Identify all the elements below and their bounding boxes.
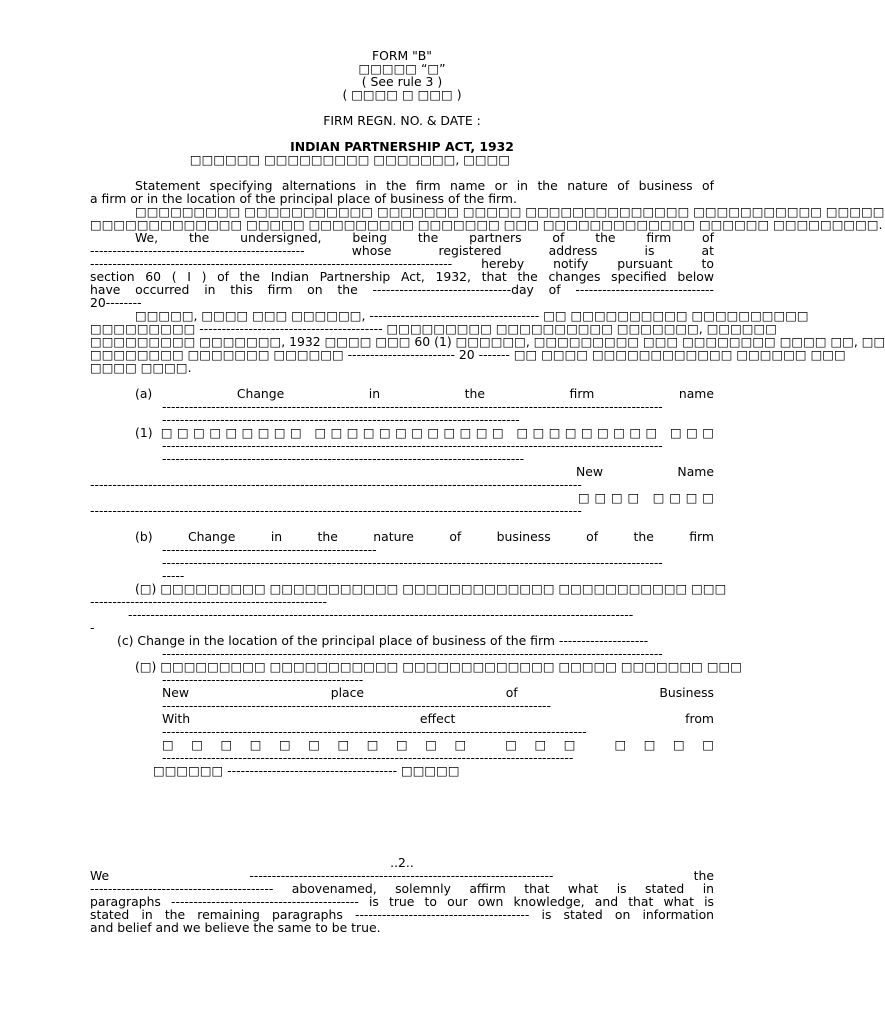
statement-native-line-2: □□□□□□□□□□□□□ □□□□□ □□□□□□□□□ □□□□□□□ □□□ □□□□□□□□□□□□□ □□□□□□ □□□□□□□□□. xyxy=(90,217,883,232)
with-effect-native-date: □□□□□□ -------------------------------------- □□□□□ xyxy=(153,763,460,778)
declaration-native-line-3: □□□□□□□□□ □□□□□□□, 1932 □□□□ □□□ 60 (1) □□□□□□, □□□□□□□□□ □□□ □□□□□□□□ □□□□ □□, □□ xyxy=(90,334,885,349)
affirmation-line-3: paragraphs ------------------------------------------ is true to our own knowledge, and that what is xyxy=(90,894,714,909)
item-a-label: (a) Change in the firm name xyxy=(135,386,714,401)
item-b-native-blank-1: ----------------------------------------------------- xyxy=(90,594,327,609)
with-effect-label: With effect from xyxy=(162,711,714,726)
new-place-blank: --------------------------------------------------------------------------------------- xyxy=(162,698,551,713)
page-number: ..2.. xyxy=(390,855,414,870)
affirmation-line-5: and belief and we believe the same to be true. xyxy=(90,920,381,935)
declaration-native-line-4: □□□□□□□□ □□□□□□□ □□□□□□ ------------------------ 20 ------- □□ □□□□ □□□□□□□□□□□□ □□□□□□ □□□ xyxy=(90,347,846,362)
form-title: FORM "B" xyxy=(371,48,433,63)
new-name-label: New Name xyxy=(576,464,714,479)
item-a-blank-1: ---------------------------------------------------------------------------------------------------------------- xyxy=(162,399,663,414)
with-effect-native-label: □□□□□□□□□□□ □□□ □□□□ xyxy=(162,737,714,752)
declaration-line-2: ------------------------------------------------ whose registered address is at xyxy=(90,243,714,258)
declaration-line-3: --------------------------------------------------------------------------------- hereby notify pursuant to xyxy=(90,256,714,271)
item-b-native-blank-2: ----------------------------------------------------------------------------------------------------------------- xyxy=(128,607,634,622)
new-name-native-label: □□□□ □□□□ xyxy=(578,490,714,505)
affirmation-line-1: We -------------------------------------------------------------------- the xyxy=(90,868,714,883)
declaration-native-line-5: □□□□ □□□□. xyxy=(90,360,192,375)
with-effect-blank: ----------------------------------------------------------------------------------------------- xyxy=(162,724,587,739)
item-b-blank-2: ---------------------------------------------------------------------------------------------------------------- xyxy=(162,555,663,570)
statement-native-line-1: □□□□□□□□□ □□□□□□□□□□□ □□□□□□□ □□□□□ □□□□□□□□□□□□□□ □□□□□□□□□□□ □□□□□ xyxy=(135,204,885,219)
new-name-blank: -------------------------------------------------------------------------------------------------------------- xyxy=(90,477,582,492)
declaration-line-6: 20-------- xyxy=(90,295,142,310)
declaration-line-4: section 60 ( I ) of the Indian Partnership Act, 1932, that the changes specified below xyxy=(90,269,714,284)
declaration-line-1: We, the undersigned, being the partners of the firm of xyxy=(135,230,714,245)
rule-reference-native: ( □□□□ □ □□□ ) xyxy=(342,87,462,102)
item-c-label: (c) Change in the location of the principal place of business of the firm -------------------- xyxy=(117,633,649,648)
item-c-native-label: (□) □□□□□□□□□ □□□□□□□□□□□ □□□□□□□□□□□□□ □□□□□ □□□□□□□ □□□ xyxy=(135,659,742,674)
item-b-native-label: (□) □□□□□□□□□ □□□□□□□□□□□ □□□□□□□□□□□□□ □□□□□□□□□□□ □□□ xyxy=(135,581,727,596)
affirmation-line-4: stated in the remaining paragraphs --------------------------------------- is stated on information xyxy=(90,907,714,922)
item-b-native-blank-3: - xyxy=(90,620,95,635)
new-place-label: New place of Business xyxy=(162,685,714,700)
statement-line-1: Statement specifying alternations in the firm name or in the nature of business of xyxy=(135,178,714,193)
new-name-native-blank: -------------------------------------------------------------------------------------------------------------- xyxy=(90,503,582,518)
with-effect-native-blank: -------------------------------------------------------------------------------------------- xyxy=(162,750,574,765)
declaration-native-line-2: □□□□□□□□□ ----------------------------------------- □□□□□□□□□ □□□□□□□□□□ □□□□□□□, □□□□□□ xyxy=(90,321,777,336)
declaration-native-line-1: □□□□□, □□□□ □□□ □□□□□□, -------------------------------------- □□ □□□□□□□□□□ □□□□□□□□□□ xyxy=(135,308,809,323)
item-b-label: (b) Change in the nature of business of the firm xyxy=(135,529,714,544)
item-c-blank-1: ---------------------------------------------------------------------------------------------------------------- xyxy=(162,646,663,661)
item-a-native-blank-2: --------------------------------------------------------------------------------- xyxy=(162,451,525,466)
affirmation-line-2: ----------------------------------------- abovenamed, solemnly affirm that what is stated in xyxy=(90,881,714,896)
act-title-native: □□□□□□ □□□□□□□□□ □□□□□□□, □□□□ xyxy=(189,152,511,167)
item-b-blank-3: ----- xyxy=(162,568,185,583)
rule-reference: ( See rule 3 ) xyxy=(361,74,443,89)
item-a-blank-2: -------------------------------------------------------------------------------- xyxy=(162,412,520,427)
act-title: INDIAN PARTNERSHIP ACT, 1932 xyxy=(290,139,514,154)
item-a-native-label: (1) □□□□□□□□□ □□□□□□□□□□□□ □□□□□□□□□ □□□ xyxy=(135,425,714,440)
form-title-native: □□□□□ “□” xyxy=(358,61,446,76)
item-a-native-blank-1: ---------------------------------------------------------------------------------------------------------------- xyxy=(162,438,663,453)
item-b-blank-1: ------------------------------------------------ xyxy=(162,542,377,557)
item-c-native-blank: --------------------------------------------- xyxy=(162,672,364,687)
declaration-line-5: have occurred in this firm on the -------------------------------day of ------------------------------- xyxy=(90,282,714,297)
firm-regn-label: FIRM REGN. NO. & DATE : xyxy=(323,113,481,128)
statement-line-2: a firm or in the location of the principal place of business of the firm. xyxy=(90,191,517,206)
